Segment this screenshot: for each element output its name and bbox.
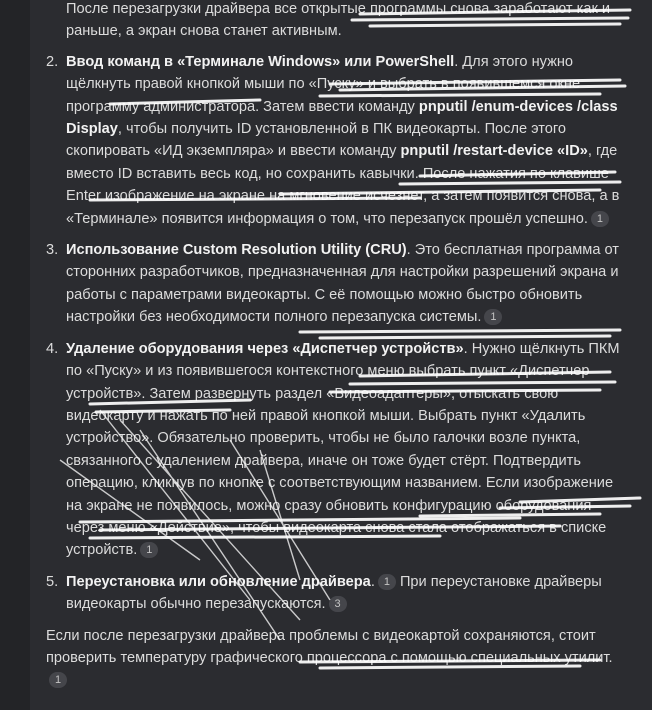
step-text: . Это бесплатная программа от сторонних разработчиков, предназначенная для настройки разрешений экрана и работы с параметрами видеокарты. С её помощью можно быстро обновить настройки без необходимости полного перезапуска системы. [66,242,619,326]
step-text: . Для этого нужно щёлкнуть правой кнопкой мыши по «Пуску» и выбрать в появившемся окне программу администратора. Затем ввести команду [66,53,581,115]
step-title: Удаление оборудования через «Диспетчер устройств» [66,340,464,357]
step-command: pnputil /restart-device «ID» [400,143,588,160]
step-text: При переустановке драйверы видеокарты обычно перезапускаются. [66,573,602,613]
step-text: . [370,573,375,590]
list-item [46,338,628,562]
intro-paragraph: После перезагрузки драйвера все открытые программы снова заработают как и раньше, а экран снова станет активным. [66,1,611,40]
list-item [46,239,628,329]
step-command: pnputil /enum-devices /class Display [66,98,618,138]
list-item-number: 5. [46,573,59,590]
outro-text: Если после перезагрузки драйвера проблемы с видеокартой сохраняются, стоит проверить температуру графического процессора с помощью специальных утилит. [46,627,613,666]
step-text: , где вместо ID вставить весь код, но сохранить кавычки. После нажатия по клавише Enter изображение на экране на мгновение исчезнет, а затем появится снова, а в «Терминале» появится информация о том, что перезапуск прошёл успешно. [66,143,620,227]
citation-badge[interactable]: 1 [140,542,158,558]
step-text: , чтобы получить ID установленной в ПК видеокарты. После этого скопировать «ИД экземпляра» и ввести команду [66,121,567,160]
outro-paragraph [46,625,628,692]
list-item-number: 3. [46,242,59,259]
step-title: Ввод команд в «Терминале Windows» или PowerShell [66,53,455,70]
citation-badge[interactable]: 1 [378,574,396,590]
citation-badge[interactable]: 3 [329,596,347,612]
steps-list [46,51,628,616]
step-title: Переустановка или обновление драйвера [66,573,371,590]
step-title: Использование Custom Resolution Utility (CRU) [66,242,407,259]
list-item-number: 2. [46,53,59,70]
list-item [46,571,628,616]
citation-badge[interactable]: 1 [484,309,502,325]
list-item [46,51,628,230]
list-item-number: 4. [46,340,59,357]
citation-badge[interactable]: 1 [591,211,609,227]
step-text: . Нужно щёлкнуть ПКМ по «Пуску» и из появившегося контекстного меню выбрать пункт «Диспетчер устройств». Затем развернуть раздел «Видеоадаптеры», отыскать свою видеокарту и нажать по ней правой кнопкой мыши. Выбрать пункт «Удалить устройство». Обязательно проверить, чтобы не было галочки возле пункта, связанного с удалением драйвера, иначе он тоже будет стёрт. Подтвердить операцию, кликнув по кнопке с соответствующим названием. Если изображение на экране не появилось, можно сразу обновить конфигурацию оборудования через меню «Действие», чтобы видеокарта снова стала отображаться в списке устройств. [66,340,620,559]
citation-badge[interactable]: 1 [49,672,67,688]
